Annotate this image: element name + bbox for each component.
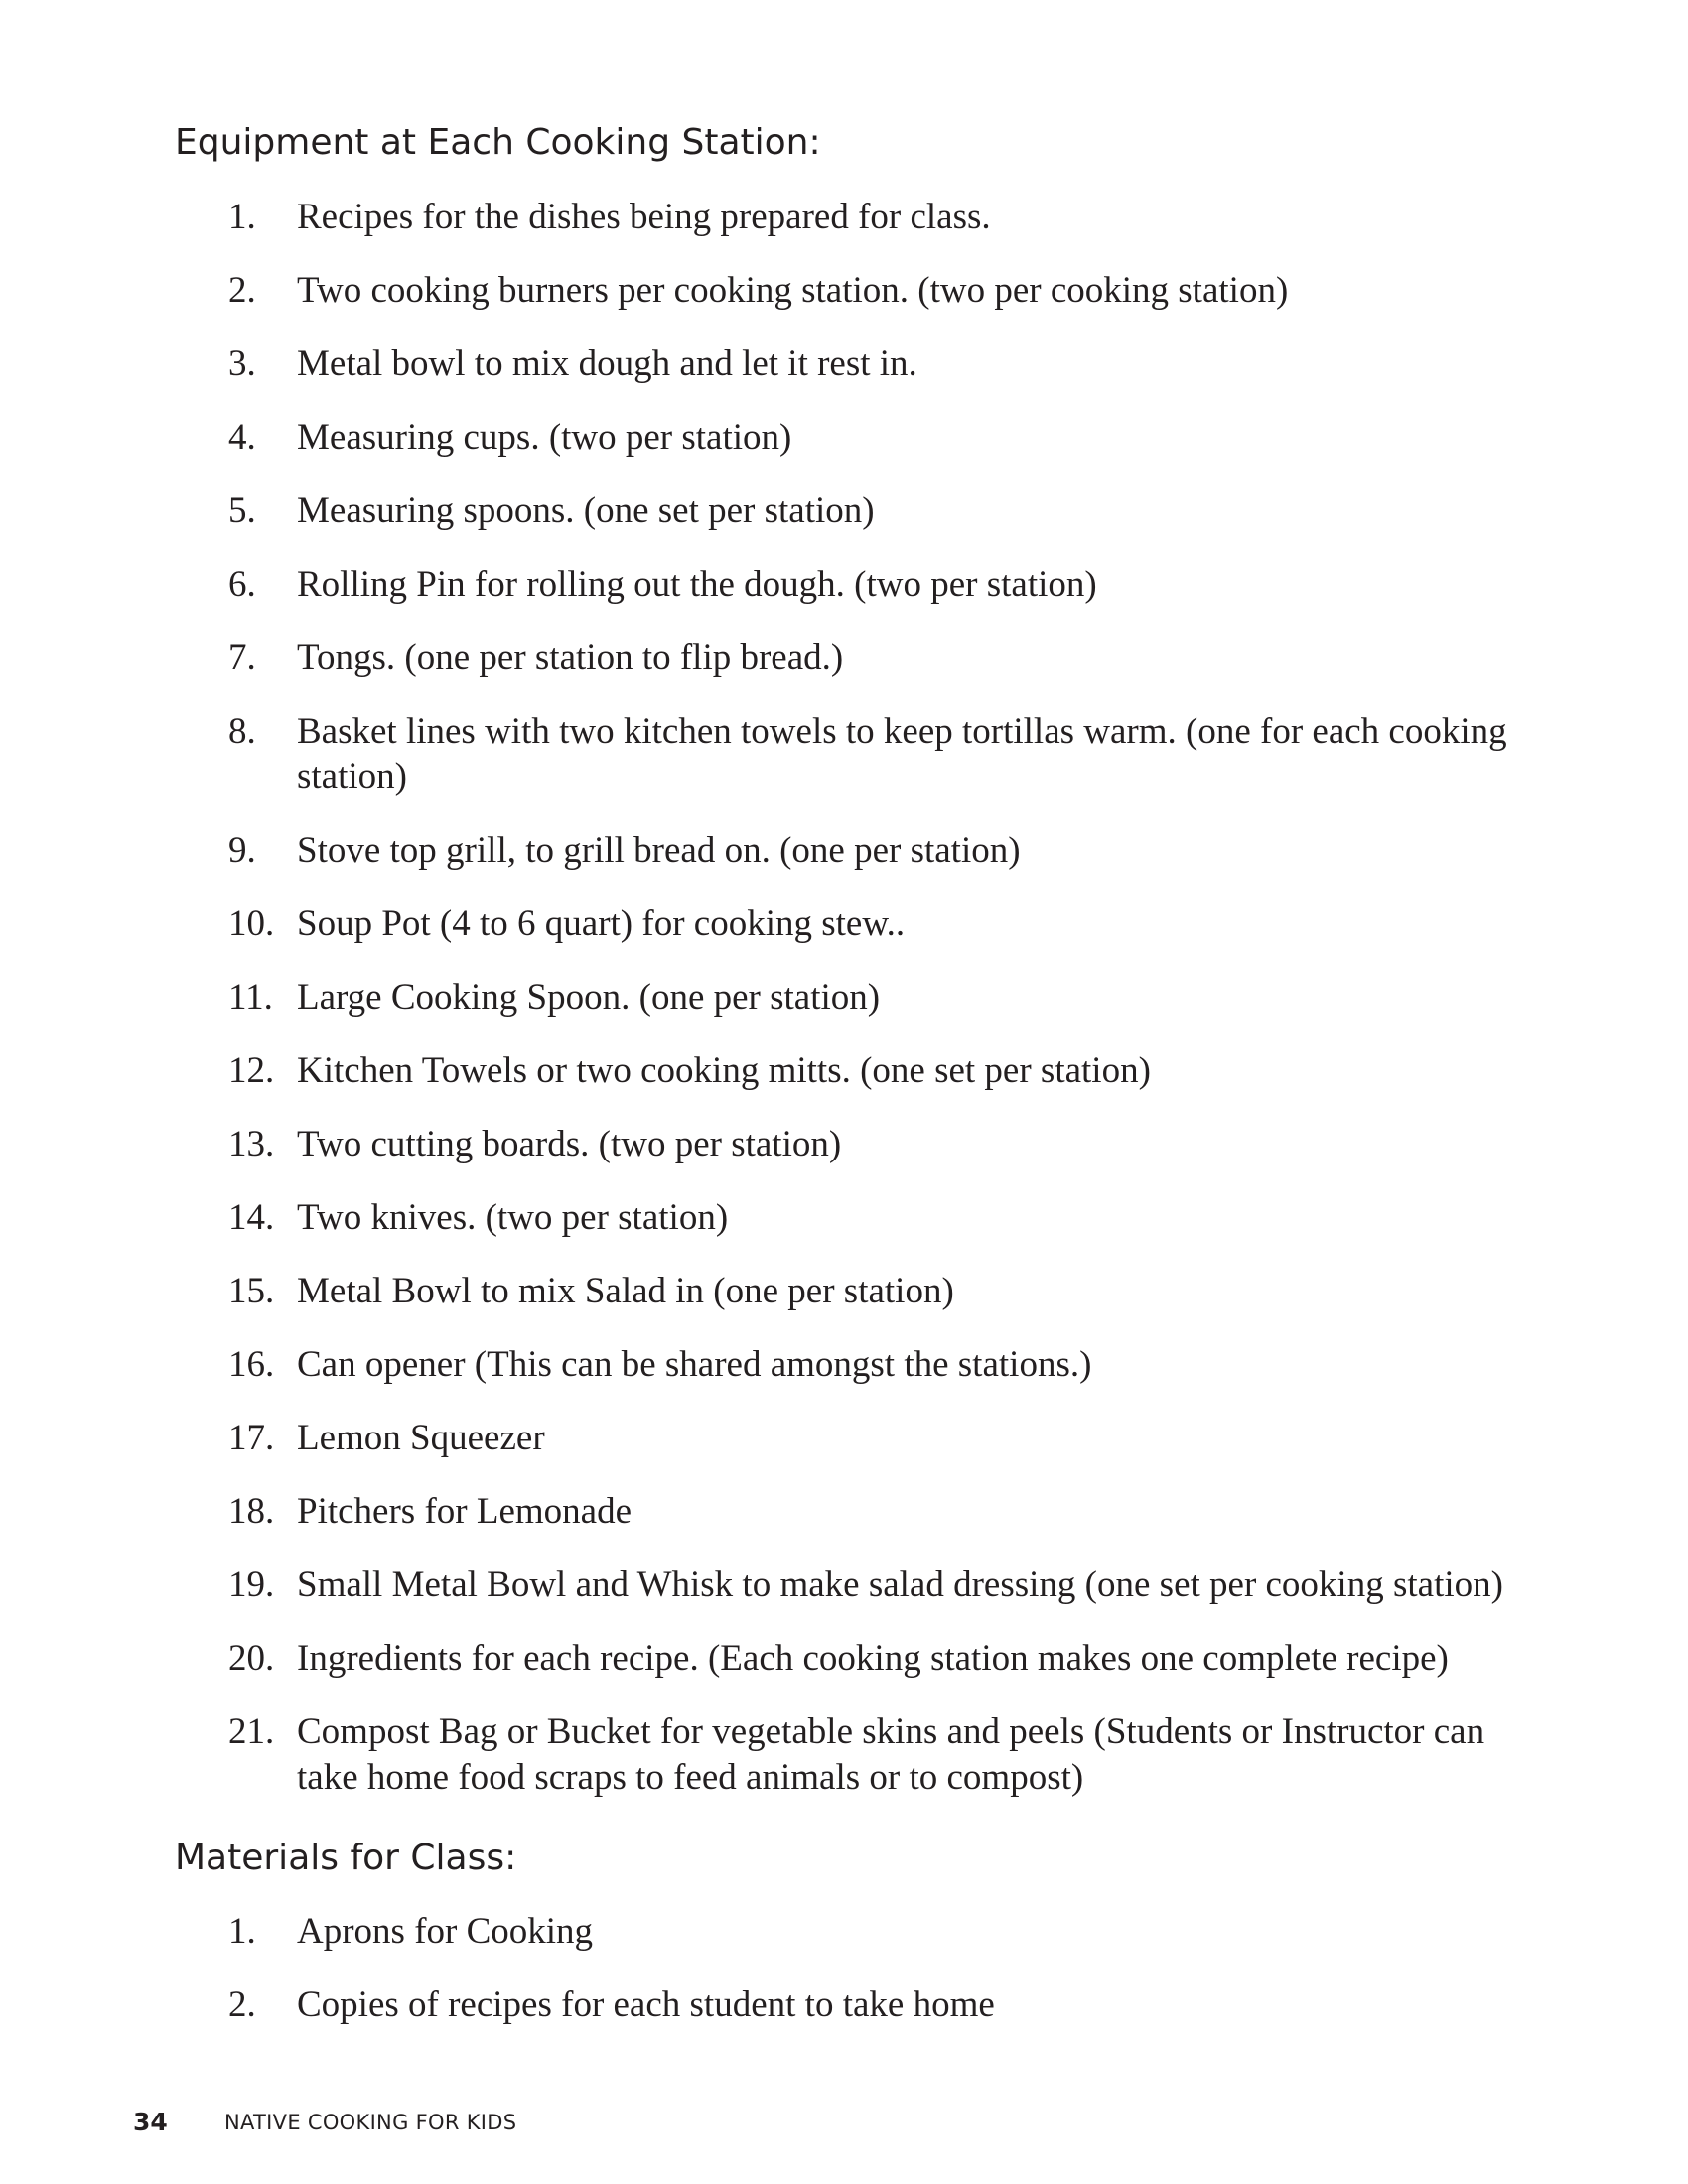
list-item bbox=[0, 268, 1688, 314]
list-item bbox=[0, 828, 1688, 874]
list-item bbox=[0, 415, 1688, 461]
item-text: Pitchers for Lemonade bbox=[297, 1491, 632, 1532]
item-number: 2. bbox=[228, 1984, 256, 2025]
item-number: 5. bbox=[228, 490, 256, 531]
item-text: Basket lines with two kitchen towels to keep tortillas warm. (one for each cooking station) bbox=[297, 711, 1507, 797]
item-number: 1. bbox=[228, 1911, 256, 1952]
list-item bbox=[0, 1048, 1688, 1094]
item-number: 16. bbox=[228, 1344, 275, 1385]
list-item bbox=[0, 1636, 1688, 1682]
item-text: Measuring cups. (two per station) bbox=[297, 417, 792, 458]
item-number: 9. bbox=[228, 830, 256, 871]
list-item bbox=[0, 1909, 1688, 1955]
list-item bbox=[0, 488, 1688, 534]
item-text: Large Cooking Spoon. (one per station) bbox=[297, 977, 881, 1018]
list-item bbox=[0, 1709, 1688, 1801]
item-number: 14. bbox=[228, 1197, 275, 1238]
item-number: 20. bbox=[228, 1638, 275, 1679]
item-number: 11. bbox=[228, 977, 273, 1018]
item-number: 19. bbox=[228, 1565, 275, 1605]
item-text: Two cutting boards. (two per station) bbox=[297, 1124, 842, 1164]
materials-heading: Materials for Class: bbox=[175, 1838, 517, 1878]
materials-list bbox=[0, 1909, 1688, 2028]
item-number: 17. bbox=[228, 1418, 275, 1458]
equipment-list bbox=[0, 195, 1688, 1801]
item-text: Two knives. (two per station) bbox=[297, 1197, 729, 1238]
list-item bbox=[0, 1982, 1688, 2028]
item-text: Kitchen Towels or two cooking mitts. (one set per station) bbox=[297, 1050, 1151, 1091]
item-number: 10. bbox=[228, 903, 275, 944]
list-item bbox=[0, 1563, 1688, 1608]
list-item bbox=[0, 709, 1688, 800]
list-item bbox=[0, 195, 1688, 240]
list-item bbox=[0, 1342, 1688, 1388]
item-number: 2. bbox=[228, 270, 256, 311]
item-text: Small Metal Bowl and Whisk to make salad dressing (one set per cooking station) bbox=[297, 1565, 1503, 1605]
list-item bbox=[0, 341, 1688, 387]
item-number: 13. bbox=[228, 1124, 275, 1164]
item-text: Tongs. (one per station to flip bread.) bbox=[297, 637, 844, 678]
item-number: 7. bbox=[228, 637, 256, 678]
item-text: Metal bowl to mix dough and let it rest in. bbox=[297, 343, 917, 384]
item-number: 3. bbox=[228, 343, 256, 384]
item-number: 15. bbox=[228, 1271, 275, 1311]
item-text: Recipes for the dishes being prepared for class. bbox=[297, 197, 991, 237]
item-text: Copies of recipes for each student to take home bbox=[297, 1984, 995, 2025]
list-item bbox=[0, 1416, 1688, 1461]
page-number: 34 bbox=[133, 2108, 168, 2136]
item-number: 1. bbox=[228, 197, 256, 237]
item-number: 12. bbox=[228, 1050, 275, 1091]
page-footer bbox=[0, 2103, 1688, 2142]
list-item bbox=[0, 1269, 1688, 1314]
list-item bbox=[0, 635, 1688, 681]
running-title: NATIVE COOKING FOR KIDS bbox=[224, 2111, 517, 2134]
list-item bbox=[0, 1489, 1688, 1535]
item-number: 4. bbox=[228, 417, 256, 458]
item-text: Measuring spoons. (one set per station) bbox=[297, 490, 875, 531]
item-text: Can opener (This can be shared amongst the stations.) bbox=[297, 1344, 1092, 1385]
list-item bbox=[0, 901, 1688, 947]
item-text: Soup Pot (4 to 6 quart) for cooking stew.. bbox=[297, 903, 906, 944]
item-text: Metal Bowl to mix Salad in (one per station) bbox=[297, 1271, 954, 1311]
equipment-heading: Equipment at Each Cooking Station: bbox=[175, 122, 821, 163]
item-text: Lemon Squeezer bbox=[297, 1418, 545, 1458]
item-text: Compost Bag or Bucket for vegetable skins and peels (Students or Instructor can take home food scraps to feed animals or to compost) bbox=[297, 1711, 1485, 1798]
item-text: Ingredients for each recipe. (Each cooking station makes one complete recipe) bbox=[297, 1638, 1449, 1679]
item-text: Two cooking burners per cooking station. (two per cooking station) bbox=[297, 270, 1289, 311]
list-item bbox=[0, 975, 1688, 1021]
item-number: 8. bbox=[228, 711, 256, 751]
item-text: Stove top grill, to grill bread on. (one per station) bbox=[297, 830, 1021, 871]
item-number: 18. bbox=[228, 1491, 275, 1532]
item-number: 21. bbox=[228, 1711, 275, 1752]
item-number: 6. bbox=[228, 564, 256, 605]
list-item bbox=[0, 562, 1688, 608]
item-text: Aprons for Cooking bbox=[297, 1911, 594, 1952]
item-text: Rolling Pin for rolling out the dough. (two per station) bbox=[297, 564, 1097, 605]
list-item bbox=[0, 1195, 1688, 1241]
list-item bbox=[0, 1122, 1688, 1167]
